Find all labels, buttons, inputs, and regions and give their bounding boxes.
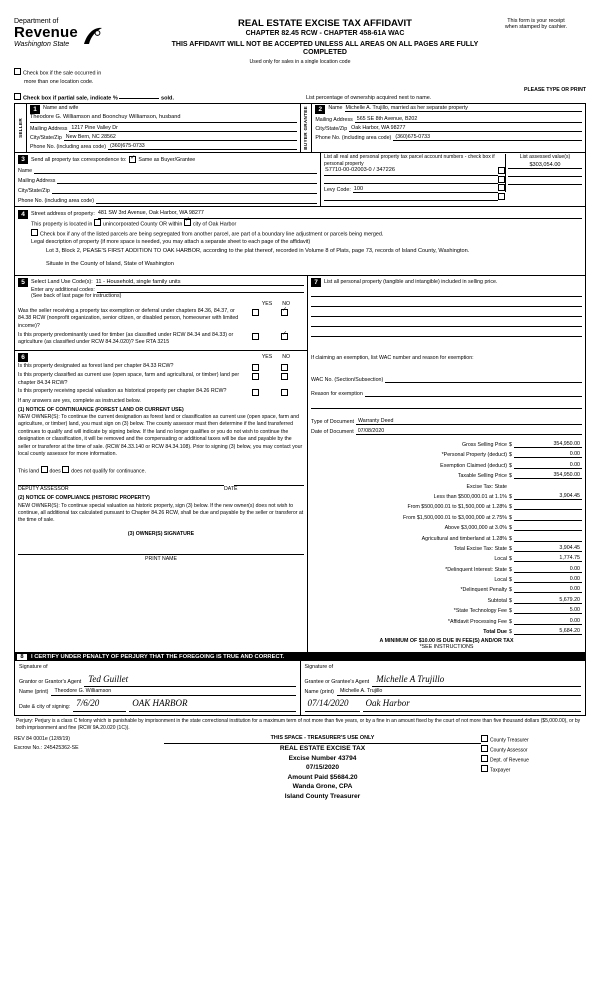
amt-value-16[interactable]: 5.00	[514, 607, 582, 614]
section3-number: 3	[18, 155, 28, 164]
current-use-yes-checkbox[interactable]	[252, 373, 259, 380]
seller-name-value[interactable]: Theodore G. Williamson and Boonchuy Williamson, husband	[30, 114, 297, 123]
stamp-line-4: Amount Paid $5684.20	[287, 773, 358, 781]
current-use-question: Is this property classified as current use (open space, farm and agricultural, or timber) land per chapter 84.34 RCW?	[18, 371, 240, 386]
personal-property-line-4[interactable]	[311, 317, 582, 327]
segregation-checkbox[interactable]	[31, 229, 38, 236]
amt-value-13[interactable]: 0.00	[514, 576, 582, 583]
assessor-date-label: DATE	[224, 486, 238, 493]
seller-phone-value[interactable]: (360)675-0733	[108, 143, 297, 150]
amt-value-11[interactable]: 1,774.75	[514, 555, 582, 562]
amt-label-13: Local	[494, 577, 507, 584]
parcel-number-1[interactable]: S7710-00-02003-0 / 347226	[324, 167, 498, 176]
levy-code-value[interactable]: 100	[353, 186, 498, 193]
amt-label-2: Exemption Claimed (deduct)	[440, 462, 507, 469]
please-type-note: PLEASE TYPE OR PRINT	[524, 86, 586, 93]
personal-property-label: List all personal property (tangible and intangible) included in selling price.	[324, 279, 498, 286]
amt-label-3: Taxable Selling Price	[457, 473, 507, 480]
buyer-citystatezip-value[interactable]: Oak Harbor, WA 98277	[349, 125, 582, 132]
street-address-label: Street address of property:	[31, 210, 95, 217]
escrow-label: Escrow No.:	[14, 745, 42, 752]
revenue-swoosh-icon	[82, 25, 104, 47]
stamp-line-5: Wanda Grone, CPA	[292, 783, 353, 791]
treasurer-stamp	[164, 735, 481, 801]
agency-logo	[14, 18, 164, 48]
left-column: 5 Select Land Use Code(s): 11 - Household, single family units Enter any additional codes: (See back of last page for instructions) YES NO Was the seller receiving a property tax exemption or deferral under chapters 84.36, 84.37, or 84.38 RCW (nonprofit organization, senior citizen, or disabled person, homeowner with limited income)? ✓ Is this property predominantly used for timber (as classified under RCW 84.34 and 84.33) or agriculture (as classified under RCW 84.34.020)? See RTA 3215 ✓ 6 YES NO Is this property designated as forest land per chapter 84.33 RCW? Is this property classified as current use (open space, farm and agricultural, or timber) land per chapter 84.34 RCW? Is this property receiving special valuation as historical property per chapter 84.26 RCW? If any answers are yes, complete as instructed below. (1) NOTICE OF CONTINUANCE (FOREST LAND OR CURRENT USE) NEW OWNER(S): To continue the current designation as forest land or classification as current use (open space, farm and agriculture, or timber) land, you must sign on (3) below. The county assessor must then determine if the land transferred continues to qualify and will indicate by signing below. If the land no longer qualifies or you do not wish to continue the designation or classification, it will be removed and the compensating or additional taxes will be due and payable by the seller or transferor at the time of sale. (RCW 84.33.140 or RCW 84.34.108). Prior to signing (3) below, you may contact your local county assessor for more information. This land does does not qualify for continuance. DEPUTY ASSESSOR DATE (2) NOTICE OF COMPLIANCE (HISTORIC PROPERTY) NEW OWNER(S): To continue special valuation as historic property, sign (3) below. If the new owner(s) does not wish to continue, all additional tax calculated pursuant to Chapter 84.26 RCW, shall be due and payable by the seller or transferor at the time of sale. (3) OWNER(S) SIGNATURE PRINT NAME	[15, 276, 308, 652]
current-use-no-checkbox[interactable]	[281, 373, 288, 380]
partial-sale-label: Check box if partial sale, indicate %	[23, 95, 118, 102]
personal-property-line-3[interactable]	[311, 307, 582, 317]
amt-label-14: *Delinquent Penalty	[460, 587, 507, 594]
parcel-personal-checkbox-2[interactable]	[498, 176, 505, 183]
exemption-yes-checkbox[interactable]	[252, 309, 259, 316]
copy-label-treasurer: County Treasurer	[490, 737, 529, 744]
amt-label-11: Local	[494, 556, 507, 563]
owner-signature-label: (3) OWNER(S) SIGNATURE	[127, 530, 195, 537]
grantor-name-value[interactable]: Theodore G. Williamson	[51, 687, 295, 696]
parties-block	[14, 103, 586, 153]
amt-value-12[interactable]: 0.00	[514, 566, 582, 573]
amt-value-14[interactable]: 0.00	[514, 586, 582, 593]
buyer-address-label: Mailing Address	[315, 117, 353, 124]
parcel-personal-checkbox-3[interactable]	[498, 184, 505, 191]
section8-title: I CERTIFY UNDER PENALTY OF PERJURY THAT THE FOREGOING IS TRUE AND CORRECT.	[31, 654, 285, 661]
seller-tab: SELLER	[15, 104, 27, 152]
seller-address-label: Mailing Address	[30, 126, 68, 133]
grantor-signature-col	[15, 661, 300, 715]
city-checkbox[interactable]	[184, 219, 191, 226]
land-use-value[interactable]: 11 - Household, single family units	[96, 279, 304, 286]
grantor-date-value[interactable]: 7/6/20	[73, 696, 126, 711]
print-name-label: PRINT NAME	[145, 556, 177, 563]
corr-name-value[interactable]	[34, 173, 317, 174]
escrow-value: 245425362-SE	[43, 745, 79, 752]
unincorporated-checkbox[interactable]	[94, 219, 101, 226]
document-title	[164, 18, 486, 58]
deputy-assessor-label: DEPUTY ASSESSOR	[18, 486, 69, 493]
buyer-address-value[interactable]: 565 SE 8th Avenue, B202	[355, 116, 582, 123]
grantee-signature-col	[300, 661, 586, 715]
seller-citystatezip-value[interactable]: New Bern, NC 28562	[64, 134, 297, 141]
seller-phone-label: Phone No. (including area code)	[30, 144, 106, 151]
street-address-value[interactable]: 481 SW 3rd Avenue, Oak Harbor, WA 98277	[98, 209, 582, 218]
amt-label-7: From $1,500,000.01 to $3,000,000 at 2.75%	[403, 514, 507, 521]
footer-block	[14, 735, 586, 801]
assessed-value-4[interactable]	[508, 185, 582, 192]
amt-label-12: *Delinquent Interest: State	[445, 566, 507, 573]
doc-date-label: Date of Document	[311, 428, 354, 435]
section7-number: 7	[311, 278, 321, 287]
assessed-value-2[interactable]	[508, 169, 582, 177]
amt-value-8[interactable]	[514, 530, 582, 531]
dept-line2: Revenue	[14, 24, 78, 42]
section-4	[14, 207, 586, 275]
multi-location-label1: Check box if the sale occurred in	[23, 70, 102, 77]
reason-value[interactable]	[365, 396, 582, 397]
section-8-header	[14, 653, 586, 661]
section3-prompt: Send all property tax correspondence to:	[31, 156, 127, 163]
exemption-question: Was the seller receiving a property tax exemption or deferral under chapters 84.36, 84.37, or 84.38 RCW (nonprofit organization, senior citizen, or disabled person, homeowner with limited income)?	[18, 307, 239, 329]
parcel-header: List all real and personal property tax parcel account numbers - check box if personal property	[324, 154, 495, 167]
title-warning: THIS AFFIDAVIT WILL NOT BE ACCEPTED UNLESS ALL AREAS ON ALL PAGES ARE FULLY COMPLETED	[171, 40, 479, 57]
timber-ag-no-checkbox[interactable]	[281, 333, 288, 340]
amt-value-2[interactable]: 0.00	[514, 462, 582, 469]
assessed-values-col	[505, 154, 582, 192]
stamp-line-6: Island County Treasurer	[284, 792, 361, 800]
assessed-value-3[interactable]	[508, 177, 582, 185]
buyer-citystatezip-label: City/State/Zip	[315, 126, 348, 133]
perjury-note: Perjury: Perjury is a class C felony which is punishable by imprisonment in the state correctional institution for a maximum term of not more than five years, or by a fine in an amount fixed by the court of not more than five thousand dollars ($5,000.00), or by both imprisonment and fine (RCW 9A.20.020 (1C)).	[16, 717, 581, 731]
additional-codes-value[interactable]	[97, 292, 304, 293]
amt-label-10: Total Excise Tax: State	[453, 545, 507, 552]
doc-type-label: Type of Document	[311, 418, 354, 425]
corr-citystatezip-label: City/State/Zip	[18, 188, 50, 195]
amt-label-8: Above $3,000,000 at 3.0%	[444, 525, 507, 532]
amt-label-17: *Affidavit Processing Fee	[447, 618, 507, 625]
reason-label: Reason for exemption	[311, 390, 363, 397]
corr-name-label: Name	[18, 168, 33, 175]
corr-citystatezip-value[interactable]	[52, 193, 317, 194]
copy-label-taxpayer: Taxpayer	[490, 767, 511, 774]
buyer-phone-value[interactable]: (360)675-0733	[393, 134, 582, 141]
grantee-sig-sublabel: Grantee or Grantee's Agent	[304, 679, 370, 686]
buyer-name-value[interactable]: Michelle A. Trujillo, married as her separate property	[345, 105, 582, 112]
partial-sale-checkbox[interactable]	[14, 93, 21, 100]
seller-address-value[interactable]: 1217 Pine Valley Dr	[69, 125, 296, 132]
section6-number: 6	[18, 353, 28, 362]
signature-block	[14, 661, 586, 716]
title-main: REAL ESTATE EXCISE TAX AFFIDAVIT	[237, 18, 412, 29]
amt-label-1: *Personal Property (deduct)	[441, 452, 507, 459]
compliance-body: NEW OWNER(S): To continue special valuation as historic property, sign (3) below. If the new owner(s) does not wish to continue, all additional tax calculated pursuant to Chapter 84.26 RCW, shall be due and payable by the seller or transferor at the time of sale.	[18, 502, 304, 524]
personal-property-line-2[interactable]	[311, 297, 582, 307]
grantee-sig-label: Signature of	[304, 664, 334, 671]
personal-property-line-1[interactable]	[311, 287, 582, 297]
segregation-note: Check box if any of the listed parcels are being segregated from another parcel, are part of a boundary line adjustment or parcels being merged.	[40, 231, 384, 238]
personal-property-line-5[interactable]	[311, 327, 582, 337]
historic-question: Is this property receiving special valuation as historical property per chapter 84.26 RCW?	[18, 388, 227, 395]
amt-label-18: Total Due	[483, 629, 507, 636]
buyer-section-number: 2	[315, 105, 325, 114]
parcel-number-2[interactable]	[324, 176, 498, 184]
doc-type-value[interactable]: Warranty Deed	[356, 418, 582, 425]
dept-line3: Washington State	[14, 41, 70, 49]
exemption-no-checkbox[interactable]	[281, 309, 288, 316]
wac-label: WAC No. (Section/Subsection)	[311, 376, 384, 383]
continuance-title: (1) NOTICE OF CONTINUANCE (FOREST LAND OR CURRENT USE)	[18, 406, 184, 413]
copy-checkbox-taxpayer[interactable]	[481, 765, 488, 772]
grantor-signature-value[interactable]: Ted Guillet	[84, 672, 295, 687]
copy-distribution	[481, 735, 586, 801]
located-label: This property is located in	[31, 221, 93, 228]
amt-value-1[interactable]: 0.00	[514, 451, 582, 458]
corr-phone-value[interactable]	[96, 203, 317, 204]
buyer-tab: BUYER GRANTEE	[300, 104, 312, 152]
yes-header-6: YES	[261, 354, 273, 361]
amt-value-9[interactable]	[514, 541, 582, 542]
amt-label-16: *State Technology Fee	[453, 608, 507, 615]
copy-label-revenue: Dept. of Revenue	[490, 757, 529, 764]
same-as-buyer-checkbox[interactable]	[129, 156, 136, 163]
seller-citystatezip-label: City/State/Zip	[30, 135, 62, 142]
grantee-name-label: Name (print)	[304, 688, 334, 695]
grantor-city-value[interactable]: OAK HARBOR	[129, 696, 295, 711]
section8-number: 8	[17, 654, 27, 660]
grantor-date-label: Date & city of signing:	[19, 704, 71, 711]
receipt-note: This form is your receipt when stamped by cashier.	[504, 18, 568, 31]
section5-number: 5	[18, 278, 28, 287]
multi-location-label2: more than one location code.	[24, 78, 94, 85]
amt-label-6: From $500,000.01 to $1,500,000 at 1.28%	[407, 504, 507, 511]
amt-label-15: Subtotal	[487, 597, 507, 604]
seller-name-label: Name and wife	[43, 105, 79, 112]
levy-code-label: Levy Code:	[324, 186, 351, 193]
additional-codes-label: Enter any additional codes:	[31, 286, 95, 293]
city-label: city of Oak Harbor	[192, 221, 237, 228]
treasurer-header: THIS SPACE - TREASURER'S USE ONLY	[164, 735, 481, 744]
partial-sale-row	[14, 93, 300, 102]
multi-location-checkbox[interactable]	[14, 68, 21, 75]
ownership-note: List percentage of ownership acquired next to name.	[306, 95, 432, 102]
buyer-phone-label: Phone No. (including area code)	[315, 135, 392, 142]
copy-checkbox-treasurer[interactable]	[481, 735, 488, 742]
amt-value-10[interactable]: 3,904.45	[514, 545, 582, 552]
corr-address-label: Mailing Address	[18, 178, 56, 185]
single-location-note: Used only for sales in a single location code	[249, 59, 351, 66]
copy-checkbox-revenue[interactable]	[481, 755, 488, 762]
minimum-due-note: A MINIMUM OF $10.00 IS DUE IN FEE(S) AND/OR TAX	[379, 638, 514, 645]
wac-value[interactable]	[385, 382, 582, 383]
parcel-personal-checkbox-4[interactable]	[498, 193, 505, 200]
multi-location-checkbox-group	[14, 68, 586, 86]
title-chapter: CHAPTER 82.45 RCW - CHAPTER 458-61A WAC	[245, 29, 405, 37]
amt-value-17[interactable]: 0.00	[514, 618, 582, 625]
amt-value-18[interactable]: 5,684.20	[514, 628, 582, 635]
assessed-value-1[interactable]: $303,054.00	[508, 162, 582, 169]
historic-no-checkbox[interactable]	[281, 389, 288, 396]
unincorporated-label: unincorporated	[102, 221, 139, 228]
same-as-buyer-label: Same as Buyer/Grantee	[138, 156, 196, 163]
amt-value-5[interactable]: 3,904.45	[514, 493, 582, 500]
grantee-date-value[interactable]: 07/14/2020	[305, 696, 360, 711]
owner-signature-line[interactable]	[18, 538, 304, 555]
amt-value-0[interactable]: 354,950.00	[514, 441, 582, 448]
partial-sale-percent[interactable]	[119, 98, 159, 99]
situate-text: Situate in the County of Island, State of Washington	[46, 261, 174, 268]
yes-header-5: YES	[261, 300, 273, 307]
right-column: 7 List all personal property (tangible and intangible) included in selling price. If claiming an exemption, list WAC number and reason for exemption: WAC No. (Section/Subsection) Reason for exemption Type of Document Warranty Deed Date of Document 07/08/2020 Gross Selling Price $ 354,950.00 *Personal Property (deduct) $ 0.00 Exemption Claimed (deduct) $ 0.00 Taxable Selling Price $ 354,950.00 Excise Tax: State Less than $500,000.01 at 1.1% $ 3,904.45 From $500,000.01 to $1,500,000 at 1.28% $ From $1,500,000.01 to $3,000,000 at 2.75% $ Above $3,000,000 at 3.0% $ Agricultural and timberland at 1.28% $ Total Excise Tax: State $ 3,904.45 Local $ 1,774.75 *Delinquent Interest: State $ 0.00 Local $ 0.00 *Delinquent Penalty $ 0.00 Subtotal $ 5,679.20 *State Technology Fee $ 5.00 *Affidavit Processing Fee $ 0.00 Total Due $ 5,684.20 A MINIMUM OF $10.00 IS DUE IN FEE(S) AND/OR TAX *SEE INSTRUCTIONS	[311, 278, 580, 651]
buyer-name-label: Name	[328, 105, 343, 112]
partial-sale-suffix: sold.	[160, 95, 175, 102]
grantor-name-label: Name (print)	[19, 688, 49, 695]
grantee-signature-value[interactable]: Michelle A Trujillo	[372, 672, 581, 687]
grantor-sig-label: Signature of	[19, 664, 48, 671]
timber-ag-yes-checkbox[interactable]	[252, 333, 259, 340]
amt-label-5: Less than $500,000.01 at 1.1%	[433, 493, 507, 500]
historic-yes-checkbox[interactable]	[252, 389, 259, 396]
document-header	[14, 18, 586, 58]
county-or-within-label: County OR within	[140, 221, 183, 228]
not-qualify-checkbox[interactable]	[62, 466, 69, 473]
seller-block	[15, 104, 300, 152]
legal-description-label: Legal description of property (if more space is needed, you may attach a separate sheet to each page of the affidavit)	[31, 239, 311, 246]
reason-value-2[interactable]	[311, 397, 582, 409]
amt-label-0: Gross Selling Price	[461, 442, 507, 449]
timber-ag-question: Is this property predominantly used for timber (as classified under RCW 84.34 and 84.33) or agriculture (as classified under RCW 84.34.020)? See RTA 3215	[18, 331, 234, 346]
doc-date-value[interactable]: 07/08/2020	[356, 428, 582, 435]
amt-label-9: Agricultural and timberland at 1.28%	[421, 535, 507, 542]
parcel-number-4[interactable]	[324, 193, 498, 201]
section4-number: 4	[18, 210, 28, 219]
continuance-body: NEW OWNER(S): To continue the current designation as forest land or classification as current use (open space, farm and agriculture, or timber) land, you must sign on (3) below. The county assessor must then determine if the land transferred continues to qualify and will indicate by signing below. If the land no longer qualifies or you do not wish to continue the designation or classification, it will be removed and the compensating or additional taxes will be due and payable by the seller or transferor at the time of sale. (RCW 84.33.140 or RCW 84.34.108). Prior to signing (3) below, you may contact your local county assessor for more information.	[18, 414, 303, 457]
corr-phone-label: Phone No. (including area code)	[18, 198, 94, 205]
grantee-city-value[interactable]: Oak Harbor	[363, 696, 582, 711]
amt-label-4: Excise Tax: State	[466, 483, 507, 490]
amt-value-7[interactable]	[514, 520, 582, 521]
copy-checkbox-assessor[interactable]	[481, 745, 488, 752]
stamp-line-1: REAL ESTATE EXCISE TAX	[279, 745, 366, 753]
stamp-line-2: Excise Number 43794	[288, 754, 357, 762]
amt-value-3[interactable]: 354,950.00	[514, 472, 582, 479]
no-header-6: NO	[282, 354, 290, 361]
forest-land-no-checkbox[interactable]	[281, 364, 288, 371]
parcel-personal-checkbox-1[interactable]	[498, 167, 505, 174]
sections-5-6-7	[14, 276, 586, 653]
exemption-claim-label: If claiming an exemption, list WAC number and reason for exemption:	[311, 354, 474, 361]
forest-land-yes-checkbox[interactable]	[252, 364, 259, 371]
qualify-checkbox[interactable]	[41, 466, 48, 473]
copy-label-assessor: County Assessor	[490, 747, 528, 754]
forest-land-question: Is this property designated as forest land per chapter 84.33 RCW?	[18, 362, 174, 369]
stamp-line-3: 07/15/2020	[305, 764, 339, 772]
no-header-5: NO	[282, 300, 290, 307]
legal-description-text: Lot 3, Block 2, PEASE'S FIRST ADDITION TO OAK HARBOR, according to the plat thereof, recorded in Volume 8 of Plats, page 73, records of Island County, Washington.	[46, 247, 470, 254]
section6-footer: If any answers are yes, complete as instructed below.	[18, 398, 141, 405]
footer-left	[14, 735, 164, 801]
form-revision: REV 84 0001e (12/8/19)	[14, 736, 70, 743]
assessed-header: List assessed value(s)	[519, 154, 571, 161]
grantor-sig-sublabel: Grantor or Grantor's Agent	[19, 679, 82, 686]
grantee-name-value[interactable]: Michelle A. Trujillo	[337, 687, 581, 696]
see-instructions-note: *SEE INSTRUCTIONS	[419, 644, 474, 651]
corr-address-value[interactable]	[57, 183, 317, 184]
compliance-title: (2) NOTICE OF COMPLIANCE (HISTORIC PROPERTY)	[18, 495, 150, 502]
land-use-label: Select Land Use Code(s):	[31, 279, 93, 286]
land-use-instructions: (See back of last page for instructions)	[31, 292, 122, 299]
amt-value-15[interactable]: 5,679.20	[514, 597, 582, 604]
dept-line1: Department of	[14, 18, 59, 25]
amt-value-6[interactable]	[514, 509, 582, 510]
buyer-block	[300, 104, 585, 152]
seller-section-number: 1	[30, 105, 40, 114]
section-3	[14, 153, 586, 207]
